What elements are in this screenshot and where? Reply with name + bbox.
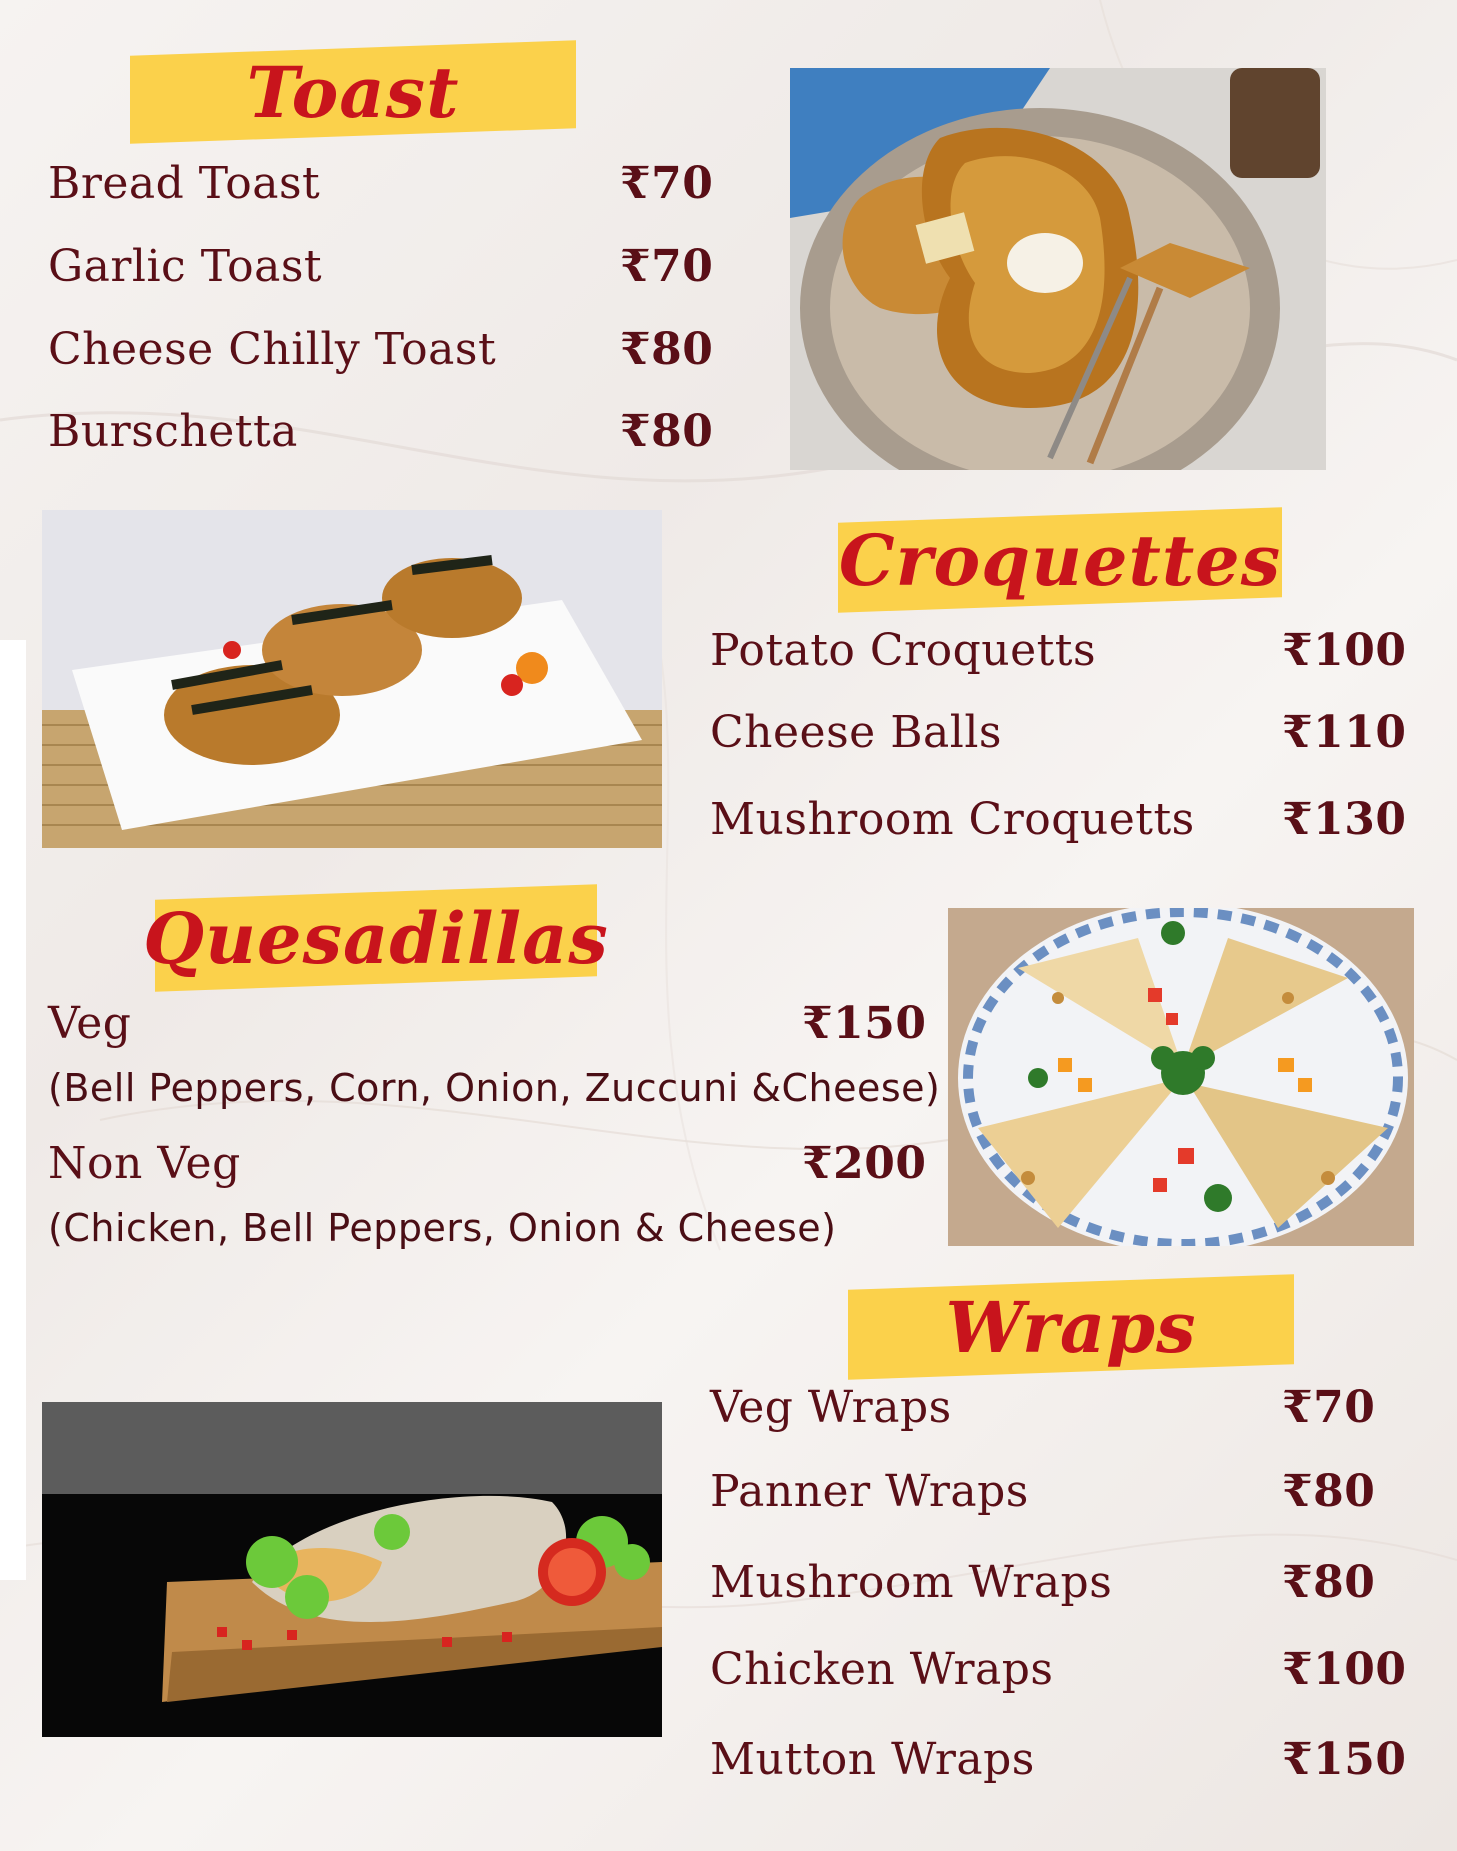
- menu-item-name: Chicken Wraps: [710, 1644, 1054, 1695]
- menu-item-name: Non Veg: [48, 1138, 241, 1189]
- menu-item-price: ₹100: [1282, 1644, 1407, 1695]
- menu-item-name: Mushroom Croquetts: [710, 794, 1195, 845]
- menu-item-price: ₹80: [1282, 1466, 1376, 1517]
- wraps-title: Wraps: [945, 1285, 1197, 1369]
- menu-item-price: ₹70: [620, 158, 714, 209]
- quesadilla-photo: [948, 908, 1414, 1246]
- quesadillas-title: Quesadillas: [143, 896, 609, 980]
- menu-item-description: (Bell Peppers, Corn, Onion, Zuccuni &Cheese): [48, 1066, 941, 1110]
- croquettes-photo: [42, 510, 662, 848]
- menu-item-name: Potato Croquetts: [710, 625, 1097, 676]
- croquettes-title: Croquettes: [838, 518, 1282, 602]
- menu-item-name: Panner Wraps: [710, 1466, 1029, 1517]
- menu-item-price: ₹150: [802, 998, 927, 1049]
- menu-item-name: Veg Wraps: [710, 1382, 952, 1433]
- menu-item-price: ₹70: [620, 241, 714, 292]
- menu-item-name: Cheese Balls: [710, 707, 1002, 758]
- menu-item-price: ₹110: [1282, 707, 1407, 758]
- menu-item-price: ₹130: [1282, 794, 1407, 845]
- menu-item-price: ₹70: [1282, 1382, 1376, 1433]
- menu-item-description: (Chicken, Bell Peppers, Onion & Cheese): [48, 1206, 837, 1250]
- menu-item-name: Veg: [48, 998, 132, 1049]
- menu-item-price: ₹100: [1282, 625, 1407, 676]
- menu-item-name: Mushroom Wraps: [710, 1557, 1113, 1608]
- menu-item-name: Bread Toast: [48, 158, 321, 209]
- toast-banner: [130, 48, 576, 136]
- menu-item-name: Burschetta: [48, 406, 298, 457]
- menu-item-price: ₹150: [1282, 1734, 1407, 1785]
- menu-item-price: ₹200: [802, 1138, 927, 1189]
- menu-item-price: ₹80: [620, 324, 714, 375]
- menu-item-price: ₹80: [1282, 1557, 1376, 1608]
- croquettes-banner: [838, 515, 1282, 605]
- menu-item-name: Garlic Toast: [48, 241, 323, 292]
- edge-strip: [0, 640, 26, 1580]
- menu-item-name: Mutton Wraps: [710, 1734, 1035, 1785]
- quesadillas-banner: [143, 892, 609, 984]
- menu-item-name: Cheese Chilly Toast: [48, 324, 497, 375]
- wraps-banner: [848, 1282, 1294, 1372]
- french-toast-photo: [790, 68, 1326, 470]
- wrap-photo: [42, 1402, 662, 1737]
- toast-title: Toast: [246, 50, 460, 134]
- menu-item-price: ₹80: [620, 406, 714, 457]
